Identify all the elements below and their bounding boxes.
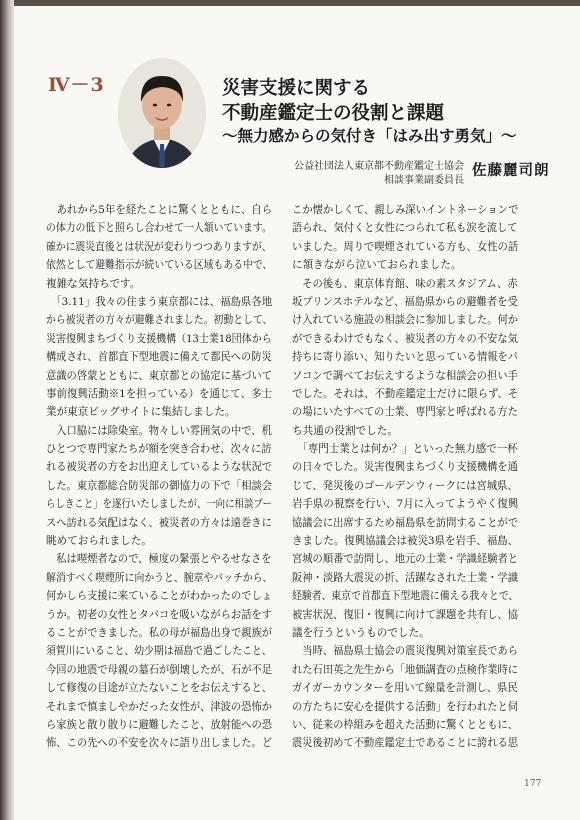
body-line: 被害状況、復旧・復興に向けて課題を共有し、協: [292, 608, 519, 621]
body-line: して修復の目途が立たないことをお伝えすると、: [46, 682, 273, 695]
body-line: ができるわけでもなく、被災者の方々の不安な気: [292, 332, 518, 345]
body-line: 解消すべく喫煙所に向かうと、腕章やバッチから、: [46, 571, 273, 584]
body-line: 須賀川にいること、幼少期は福島で過ごしたこと、: [46, 645, 272, 658]
article-subtitle: ～無力感からの気付き「はみ出す勇気」～: [222, 127, 517, 145]
body-line: 議を行うというものでした。: [292, 626, 430, 639]
body-line: 協議会に出席するため福島県を訪問することがで: [292, 516, 519, 529]
body-line: 確かに震災直後とは状況が変わりつつありますが、: [46, 240, 272, 253]
body-line: 私は喫煙者なので、極度の緊張とやるせなさを: [46, 553, 272, 566]
body-line: け入れている施設の相談会に参加しました。何か: [292, 314, 519, 327]
body-line: れた石田英之先生から「地価調査の点検作業時に: [292, 663, 519, 676]
body-line: でした。それは、不動産鑑定士だけに限らず、そ: [292, 387, 519, 400]
body-line: 何かしら支援に来ていることがわかったのでしょ: [46, 590, 273, 603]
body-line: れる被災者の方をお出迎えしているような状況で: [46, 461, 273, 474]
body-line: 災害復興まちづくり支援機構（13士業18団体から: [46, 332, 272, 345]
page-number: 177: [524, 779, 542, 789]
body-line: の方たちに安心を提供する活動」を行われたと伺: [292, 700, 519, 713]
body-line: スへ訪れる気配はなく、被災者の方々は遠巻きに: [46, 516, 272, 529]
body-line: 業が東京ビッグサイトに集結しました。: [46, 406, 236, 419]
author-portrait: [118, 58, 206, 168]
body-line: 岩手県の視察を行い、7月に入ってようやく復興: [292, 498, 519, 511]
body-line: 坂プリンスホテルなど、福島県からの避難者を受: [292, 295, 518, 308]
body-line: きました。復興協議会は被災3県を岩手、福島、: [292, 535, 519, 548]
body-line: 事前復興活動※1を担っている）を通じて、多士: [46, 387, 272, 400]
body-line: から被災者の方々が避難されました。初動として、: [46, 314, 273, 327]
body-line: 眺めておられました。: [46, 535, 152, 548]
body-line: ち共通の役割でした。: [292, 424, 398, 437]
body-line: その後も、東京体育館、味の素スタジアム、赤: [292, 277, 518, 290]
body-line: じて、発災後のゴールデンウィークには宮城県、: [292, 479, 518, 492]
body-column-left: [46, 201, 272, 753]
body-line: 今回の地震で母親の墓石が倒壊したが、石が不足: [46, 663, 273, 676]
body-line: こか懐かしくて、親しみ深いイントネーションで: [292, 204, 519, 216]
body-line: あれから5年を経たことに驚くとともに、自ら: [46, 204, 273, 216]
body-line: い、従来の枠組みを超えた活動に驚くとともに、: [292, 718, 519, 731]
author-position: 相談事業副委員長: [384, 175, 464, 186]
body-line: いました。周りで喫煙されている方も、女性の話: [292, 240, 519, 253]
body-line: 震災後初めて不動産鑑定士であることに誇れる思: [292, 737, 519, 750]
body-line: 語られ、気付くと女性につられて私も涙を流して: [292, 222, 518, 235]
body-line: 構成され、首都直下型地震に備えて都民への防災: [46, 351, 272, 364]
body-line: ることができました。私の母が福島出身で親族が: [46, 626, 273, 639]
body-line: に頷きながら泣いておられました。: [292, 259, 462, 272]
body-line: 経験者、東京で首都直下型地震に備える我々とで、: [292, 590, 519, 603]
body-line: ソコンで調べてお伝えするような相談会の担い手: [292, 369, 518, 382]
book-spine: [0, 0, 14, 820]
body-line: の日々でした。災害復興まちづくり支援機構を通: [292, 461, 518, 474]
body-column-right: [292, 201, 518, 753]
body-line: の体力の低下と照らし合わせて一人頷いています。: [46, 222, 272, 235]
body-line: 宮城の順番で訪問し、地元の士業・学識経験者と: [292, 553, 519, 566]
body-line: ひとつで専門家たちが額を突き合わせ、次々に訪: [46, 443, 272, 456]
body-line: ガイガーカウンターを用いて線量を計測し、県民: [292, 682, 518, 695]
body-line: の場にいたすべての士業、専門家と呼ばれる方た: [292, 406, 518, 419]
author-name: 佐藤麗司朗: [472, 163, 550, 179]
body-line: 意識の啓蒙とともに、東京都との協定に基づいて: [46, 369, 273, 382]
article-title-line1: 災害支援に関する: [222, 78, 371, 99]
body-line: 「専門士業とは何か？」といった無力感で一杯: [292, 443, 518, 456]
body-line: 依然として避難指示が続いている区域もある中で、: [46, 259, 273, 272]
article-title-line2: 不動産鑑定士の役割と課題: [222, 103, 445, 124]
body-line: それまで慎ましやかだった女性が、津波の恐怖か: [46, 700, 273, 713]
body-line: した。東京都総合防災部の御協力の下で「相談会: [46, 479, 273, 492]
body-line: ら家族と散り散りに避難したこと、放射能への恐: [46, 718, 273, 731]
body-line: らしきこと」を遂行いたしましたが、一向に相談ブー: [46, 498, 272, 511]
body-line: 「3.11」我々の住まう東京都には、福島県各地: [46, 295, 273, 308]
body-line: 阪神・淡路大震災の折、活躍なされた士業・学識: [292, 571, 519, 584]
body-line: 複雑な気持ちです。: [46, 277, 141, 290]
section-label: Ⅳ－3: [48, 74, 105, 96]
body-line: 当時、福島県士協会の震災復興対策室長であら: [292, 645, 519, 658]
body-line: 持ちに寄り添い、知りたいと思っている情報をパ: [292, 351, 519, 364]
body-line: 怖、この先への不安を次々に語り出しました。ど: [46, 737, 273, 750]
body-line: うか。初老の女性とタバコを吸いながらお話をす: [46, 608, 272, 621]
author-affiliation: 公益社団法人東京都不動産鑑定士協会: [294, 161, 464, 172]
body-line: 入口脇には除染室。物々しい雰囲気の中で、机: [46, 424, 272, 437]
